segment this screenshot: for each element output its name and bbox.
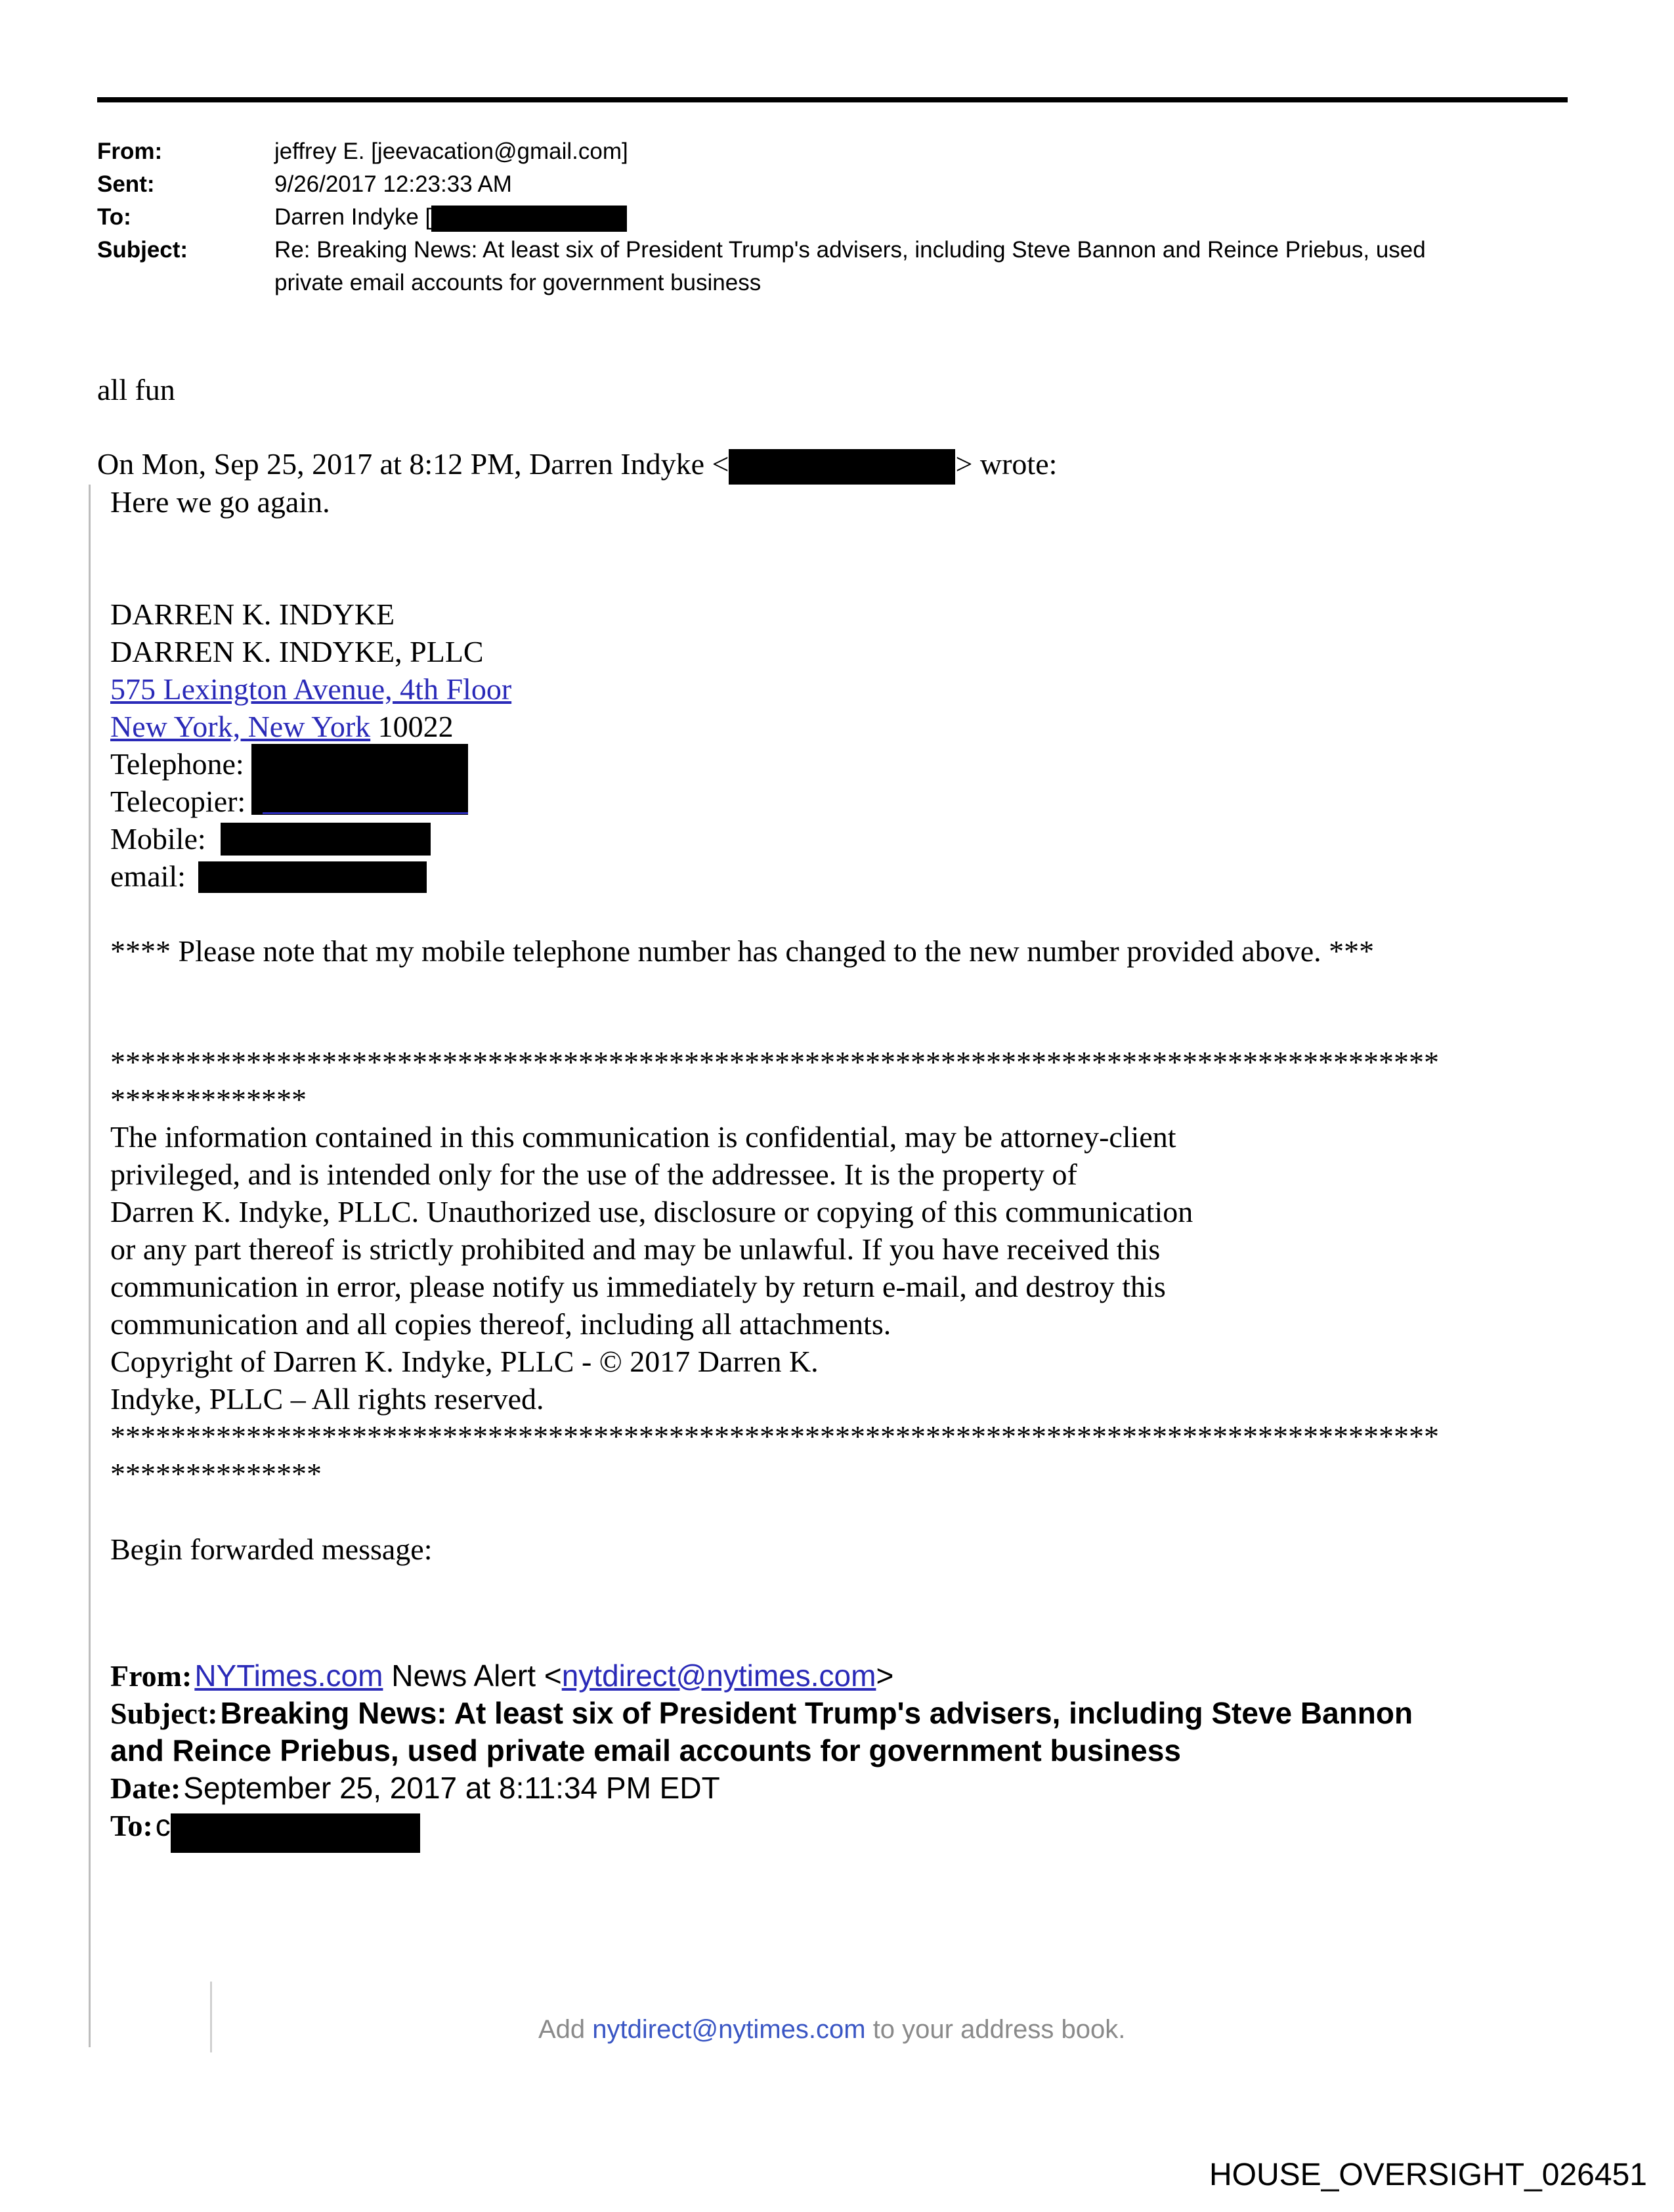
- stars-bottom-2: **************: [110, 1457, 322, 1490]
- addressbook-line: [538, 2013, 1125, 2046]
- signature-address-link[interactable]: [110, 670, 511, 708]
- fwd-from-email[interactable]: nytdirect@nytimes.com: [561, 1659, 876, 1693]
- sent-label: Sent:: [97, 171, 155, 197]
- redaction-box: [251, 744, 468, 815]
- subject-label: Subject:: [97, 237, 188, 263]
- addressbook-after: to your address book.: [865, 2015, 1126, 2044]
- quote-intro: [97, 445, 1057, 485]
- quote-intro-before: On Mon, Sep 25, 2017 at 8:12 PM, Darren Indyke <: [97, 447, 729, 481]
- link-underline: [263, 812, 468, 814]
- signature-note: **** Please note that my mobile telephone number has changed to the new number provided above. ***: [110, 934, 1375, 968]
- redaction-box: [221, 823, 431, 856]
- disclaimer-line: communication in error, please notify us immediately by return e-mail, and destroy this: [110, 1270, 1166, 1303]
- address-zip: 10022: [370, 710, 454, 743]
- disclaimer-line: or any part thereof is strictly prohibited and may be unlawful. If you have received this: [110, 1232, 1161, 1266]
- quote-intro-after: > wrote:: [955, 447, 1058, 481]
- signature-name: DARREN K. INDYKE: [110, 597, 395, 631]
- email-row: [110, 857, 186, 895]
- fwd-date-value: September 25, 2017 at 8:11:34 PM EDT: [183, 1771, 720, 1805]
- bates-number: HOUSE_OVERSIGHT_026451: [1209, 2158, 1647, 2192]
- subject-row: [97, 234, 188, 267]
- redaction-box: [729, 449, 955, 485]
- subject-line-2: private email accounts for government business: [274, 270, 762, 295]
- redaction-box: [198, 861, 427, 893]
- from-label: From:: [97, 139, 163, 164]
- telecopier-label: Telecopier:: [110, 785, 246, 818]
- telephone-row: [110, 745, 244, 783]
- sent-row: [97, 168, 155, 201]
- disclaimer-line: communication and all copies thereof, including all attachments.: [110, 1307, 891, 1341]
- fwd-from-text: News Alert <: [383, 1659, 562, 1693]
- disclaimer-line: privileged, and is intended only for the use of the addressee. It is the property of: [110, 1158, 1077, 1191]
- fwd-subject-label: Subject:: [110, 1697, 218, 1730]
- reply-text: all fun: [97, 373, 175, 406]
- fwd-subject-line-1: Breaking News: At least six of President Trump's advisers, including Steve Bannon: [220, 1696, 1413, 1730]
- quote-first-line: Here we go again.: [110, 485, 330, 519]
- addressbook-before: Add: [538, 2015, 593, 2044]
- to-value: Darren Indyke [: [274, 204, 432, 230]
- fwd-subject-line-2: and Reince Priebus, used private email accounts for government business: [110, 1733, 1181, 1767]
- subject-line-1: Re: Breaking News: At least six of President Trump's advisers, including Steve Bannon and Reince Priebus, used: [274, 237, 1426, 263]
- telephone-label: Telephone:: [110, 747, 244, 781]
- disclaimer-line: Indyke, PLLC – All rights reserved.: [110, 1382, 544, 1416]
- inner-quote-bar: [210, 1982, 212, 2052]
- signature-firm: DARREN K. INDYKE, PLLC: [110, 635, 484, 668]
- fwd-to-value: c: [155, 1808, 171, 1842]
- address-line-1[interactable]: 575 Lexington Avenue, 4th Floor: [110, 672, 512, 706]
- disclaimer-line: The information contained in this communication is confidential, may be attorney-client: [110, 1120, 1176, 1154]
- redaction-box: [171, 1813, 420, 1853]
- email-label: email:: [110, 859, 186, 893]
- disclaimer-line: Darren K. Indyke, PLLC. Unauthorized use, disclosure or copying of this communication: [110, 1195, 1193, 1228]
- from-row: [97, 135, 162, 168]
- forwarded-intro: Begin forwarded message:: [110, 1532, 433, 1566]
- stars-bottom-1: ****************************************************************************************: [110, 1420, 1439, 1453]
- stars-top-2: *************: [110, 1083, 307, 1116]
- address-city[interactable]: New York, New York: [110, 710, 371, 743]
- mobile-label: Mobile:: [110, 822, 206, 856]
- fwd-to-row: [110, 1807, 420, 1853]
- quote-bar: [89, 485, 91, 2047]
- fwd-from-label: From:: [110, 1659, 192, 1693]
- header-rule: [97, 97, 1568, 102]
- fwd-from-link[interactable]: NYTimes.com: [194, 1659, 383, 1693]
- to-label: To:: [97, 204, 131, 230]
- to-row: [97, 201, 131, 234]
- to-value-row: [274, 201, 627, 234]
- telecopier-row: [110, 783, 246, 820]
- mobile-row: [110, 820, 206, 857]
- stars-top-1: ****************************************************************************************: [110, 1045, 1439, 1079]
- redaction-box: [431, 206, 627, 232]
- fwd-to-label: To:: [110, 1809, 153, 1842]
- addressbook-email[interactable]: nytdirect@nytimes.com: [592, 2015, 866, 2044]
- signature-city-row: [110, 708, 454, 745]
- disclaimer-line: Copyright of Darren K. Indyke, PLLC - © 2017 Darren K.: [110, 1345, 819, 1378]
- fwd-date-label: Date:: [110, 1771, 181, 1805]
- sent-value: 9/26/2017 12:23:33 AM: [274, 171, 512, 197]
- fwd-from-close: >: [876, 1659, 894, 1693]
- from-value: jeffrey E. [jeevacation@gmail.com]: [274, 139, 628, 164]
